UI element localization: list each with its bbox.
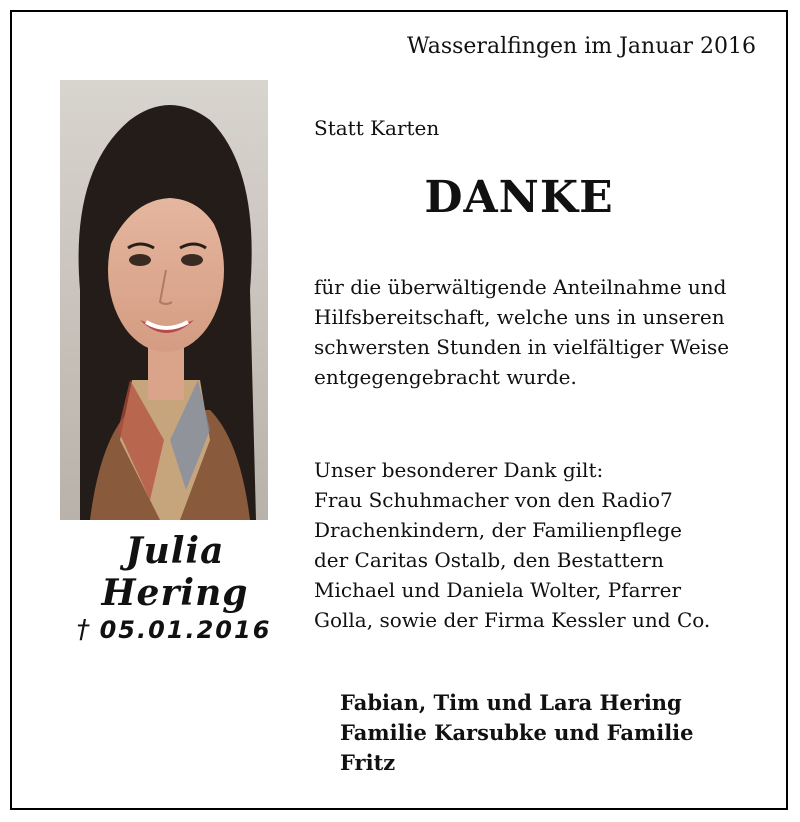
portrait-photo: [60, 80, 268, 520]
obituary-card: [10, 10, 788, 810]
thanks-paragraph: für die überwältigende Anteilnahme und Hilfsbereitschaft, welche uns in unseren schwersten Stunden in vielfältiger Weise entgegengebracht wurde.: [314, 275, 730, 389]
deceased-name: Julia Hering: [101, 530, 249, 614]
acknowledgement-line: Golla, sowie der Firma Kessler und Co.: [314, 608, 711, 632]
portrait-illustration: [60, 80, 268, 520]
signers: [340, 688, 760, 778]
acknowledgement-line: Michael und Daniela Wolter, Pfarrer: [314, 578, 682, 602]
acknowledgement-line: Unser besonderer Dank gilt:: [314, 458, 604, 482]
death-date: 05.01.2016: [99, 616, 272, 644]
signer-line: Fritz: [340, 750, 396, 775]
acknowledgement-line: Drachenkindern, der Familienpflege: [314, 518, 682, 542]
acknowledgement-line: Frau Schuhmacher von den Radio7: [314, 488, 673, 512]
acknowledgements: [314, 455, 764, 635]
place-date: Wasseralfingen im Januar 2016: [407, 34, 756, 59]
acknowledgement-line: der Caritas Ostalb, den Bestattern: [314, 548, 664, 572]
headline: DANKE: [424, 172, 614, 223]
cross-icon: †: [76, 615, 92, 645]
signer-line: Fabian, Tim und Lara Hering: [340, 690, 682, 715]
death-line: [64, 615, 284, 645]
signer-line: Familie Karsubke und Familie: [340, 720, 694, 745]
intro-text: Statt Karten: [314, 116, 440, 140]
